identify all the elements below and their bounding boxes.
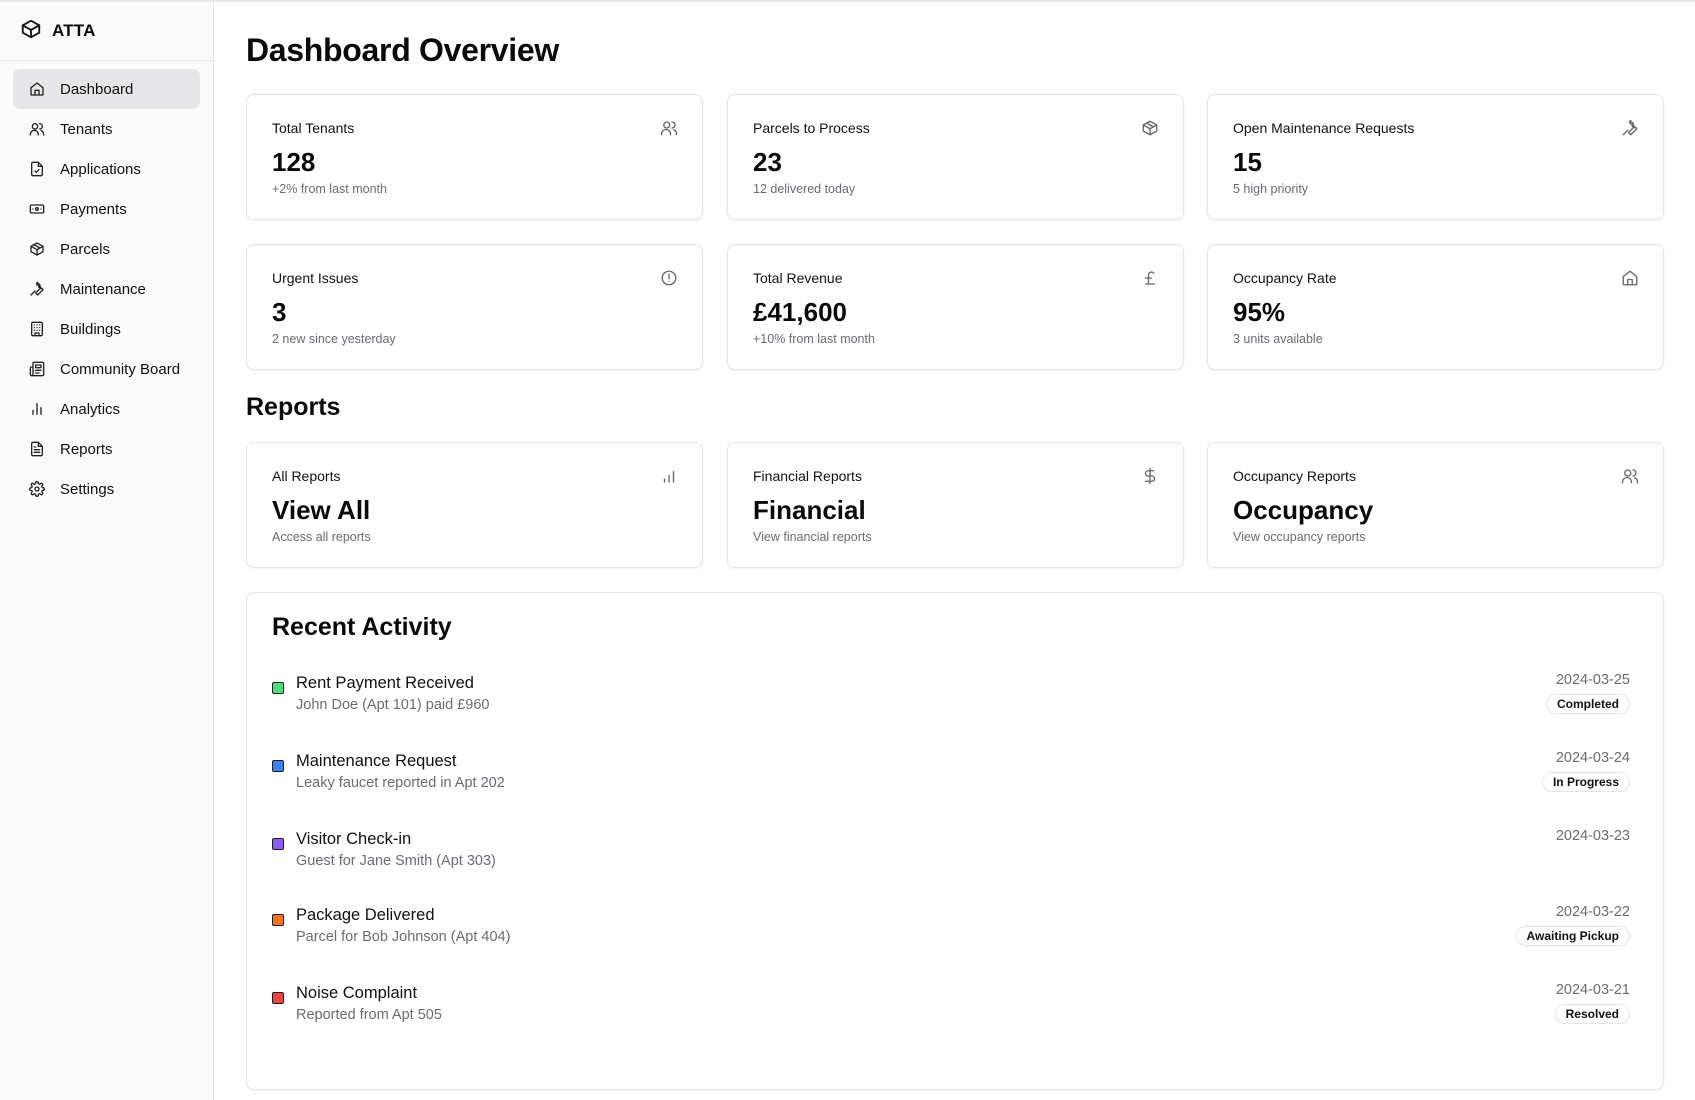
stat-card-value: 128 — [272, 147, 316, 177]
activity-title: Visitor Check-in — [296, 830, 412, 848]
sidebar-item-label: Dashboard — [60, 80, 134, 98]
stat-card-title: Open Maintenance Requests — [1233, 120, 1415, 136]
building-icon — [29, 321, 45, 337]
stat-card-subtext: +2% from last month — [272, 182, 387, 196]
wrench-icon — [1621, 119, 1639, 137]
activity-item[interactable] — [272, 752, 1630, 812]
activity-description: John Doe (Apt 101) paid £960 — [296, 697, 490, 713]
top-border — [0, 0, 1695, 2]
home-icon — [1621, 269, 1639, 287]
activity-description: Leaky faucet reported in Apt 202 — [296, 775, 505, 791]
sidebar-item-settings[interactable] — [13, 469, 200, 509]
banknote-icon — [29, 201, 45, 217]
activity-title: Noise Complaint — [296, 984, 418, 1002]
wrench-icon — [29, 281, 45, 297]
sidebar-item-reports[interactable] — [13, 429, 200, 469]
bar-chart-icon — [660, 467, 678, 485]
brand[interactable] — [0, 2, 213, 61]
alert-circle-icon — [660, 269, 678, 287]
report-card-value: Occupancy — [1233, 495, 1374, 525]
status-dot — [272, 682, 284, 694]
sidebar-item-maintenance[interactable] — [13, 269, 200, 309]
report-card-title: Financial Reports — [753, 468, 862, 484]
activity-item[interactable] — [272, 906, 1630, 966]
sidebar-item-buildings[interactable] — [13, 309, 200, 349]
report-card-subtext: Access all reports — [272, 530, 371, 544]
sidebar-item-parcels[interactable] — [13, 229, 200, 269]
reports-heading: Reports — [246, 393, 341, 421]
stat-card-value: 95% — [1233, 297, 1286, 327]
report-card-value: Financial — [753, 495, 866, 525]
report-card-financial[interactable] — [727, 442, 1184, 568]
stat-card-subtext: 12 delivered today — [753, 182, 856, 196]
report-card-occupancy[interactable] — [1207, 442, 1664, 568]
status-dot — [272, 914, 284, 926]
sidebar-item-label: Analytics — [60, 400, 121, 418]
newspaper-icon — [29, 361, 45, 377]
sidebar-item-payments[interactable] — [13, 189, 200, 229]
activity-title: Package Delivered — [296, 906, 435, 924]
report-card-value: View All — [272, 495, 371, 525]
recent-activity-panel — [246, 592, 1664, 1090]
activity-title: Maintenance Request — [296, 752, 457, 770]
status-badge: Awaiting Pickup — [1516, 926, 1630, 946]
stat-card-total-revenue[interactable] — [727, 244, 1184, 370]
stat-card-urgent-issues[interactable] — [246, 244, 703, 370]
sidebar — [0, 2, 214, 1100]
stat-card-maintenance[interactable] — [1207, 94, 1664, 220]
sidebar-item-community-board[interactable] — [13, 349, 200, 389]
recent-activity-heading: Recent Activity — [272, 613, 452, 641]
sidebar-item-label: Parcels — [60, 240, 111, 258]
activity-item[interactable] — [272, 830, 1630, 890]
sidebar-item-label: Maintenance — [60, 280, 146, 298]
activity-item[interactable] — [272, 674, 1630, 734]
users-icon — [660, 119, 678, 137]
activity-item[interactable] — [272, 984, 1630, 1044]
stat-card-title: Total Revenue — [753, 270, 843, 286]
stat-card-subtext: +10% from last month — [753, 332, 875, 346]
activity-date: 2024-03-25 — [1555, 672, 1630, 688]
stat-card-subtext: 5 high priority — [1233, 182, 1309, 196]
report-card-all[interactable] — [246, 442, 703, 568]
activity-date: 2024-03-22 — [1555, 904, 1630, 920]
status-dot — [272, 760, 284, 772]
stat-card-value: £41,600 — [753, 297, 847, 327]
bar-chart-icon — [29, 401, 45, 417]
sidebar-item-label: Community Board — [60, 360, 181, 378]
report-card-subtext: View financial reports — [753, 530, 872, 544]
sidebar-item-applications[interactable] — [13, 149, 200, 189]
stat-card-subtext: 3 units available — [1233, 332, 1323, 346]
stat-card-value: 3 — [272, 297, 287, 327]
stat-card-value: 15 — [1233, 147, 1262, 177]
file-text-icon — [29, 441, 45, 457]
dollar-icon — [1141, 467, 1159, 485]
stat-card-total-tenants[interactable] — [246, 94, 703, 220]
activity-description: Guest for Jane Smith (Apt 303) — [296, 853, 496, 869]
stat-card-parcels[interactable] — [727, 94, 1184, 220]
activity-description: Reported from Apt 505 — [296, 1007, 442, 1023]
sidebar-item-label: Settings — [60, 480, 115, 498]
stat-card-occupancy-rate[interactable] — [1207, 244, 1664, 370]
brand-name: ATTA — [52, 21, 96, 40]
status-badge: In Progress — [1542, 772, 1630, 792]
sidebar-nav — [0, 61, 213, 509]
sidebar-item-label: Reports — [60, 440, 113, 458]
users-icon — [1621, 467, 1639, 485]
home-icon — [29, 81, 45, 97]
pound-icon — [1141, 269, 1159, 287]
stat-card-subtext: 2 new since yesterday — [272, 332, 396, 346]
activity-date: 2024-03-23 — [1555, 828, 1630, 844]
activity-description: Parcel for Bob Johnson (Apt 404) — [296, 929, 511, 945]
stat-card-value: 23 — [753, 147, 782, 177]
sidebar-item-dashboard[interactable] — [13, 69, 200, 109]
activity-title: Rent Payment Received — [296, 674, 474, 692]
sidebar-item-analytics[interactable] — [13, 389, 200, 429]
sidebar-item-label: Buildings — [60, 320, 121, 338]
status-badge: Resolved — [1555, 1004, 1630, 1024]
status-dot — [272, 838, 284, 850]
activity-date: 2024-03-24 — [1555, 750, 1630, 766]
package-icon — [1141, 119, 1159, 137]
sidebar-item-label: Applications — [60, 160, 141, 178]
stat-card-title: Occupancy Rate — [1233, 270, 1337, 286]
users-icon — [29, 121, 45, 137]
report-card-title: Occupancy Reports — [1233, 468, 1356, 484]
file-icon — [29, 161, 45, 177]
status-dot — [272, 992, 284, 1004]
report-card-subtext: View occupancy reports — [1233, 530, 1366, 544]
gear-icon — [29, 481, 45, 497]
page-title: Dashboard Overview — [246, 32, 559, 68]
report-card-title: All Reports — [272, 468, 341, 484]
sidebar-item-label: Payments — [60, 200, 127, 218]
activity-date: 2024-03-21 — [1555, 982, 1630, 998]
box-icon — [20, 18, 42, 45]
status-badge: Completed — [1546, 694, 1630, 714]
package-icon — [29, 241, 45, 257]
stat-card-title: Total Tenants — [272, 120, 355, 136]
sidebar-item-label: Tenants — [60, 120, 113, 138]
stat-card-title: Parcels to Process — [753, 120, 870, 136]
sidebar-item-tenants[interactable] — [13, 109, 200, 149]
stat-card-title: Urgent Issues — [272, 270, 359, 286]
